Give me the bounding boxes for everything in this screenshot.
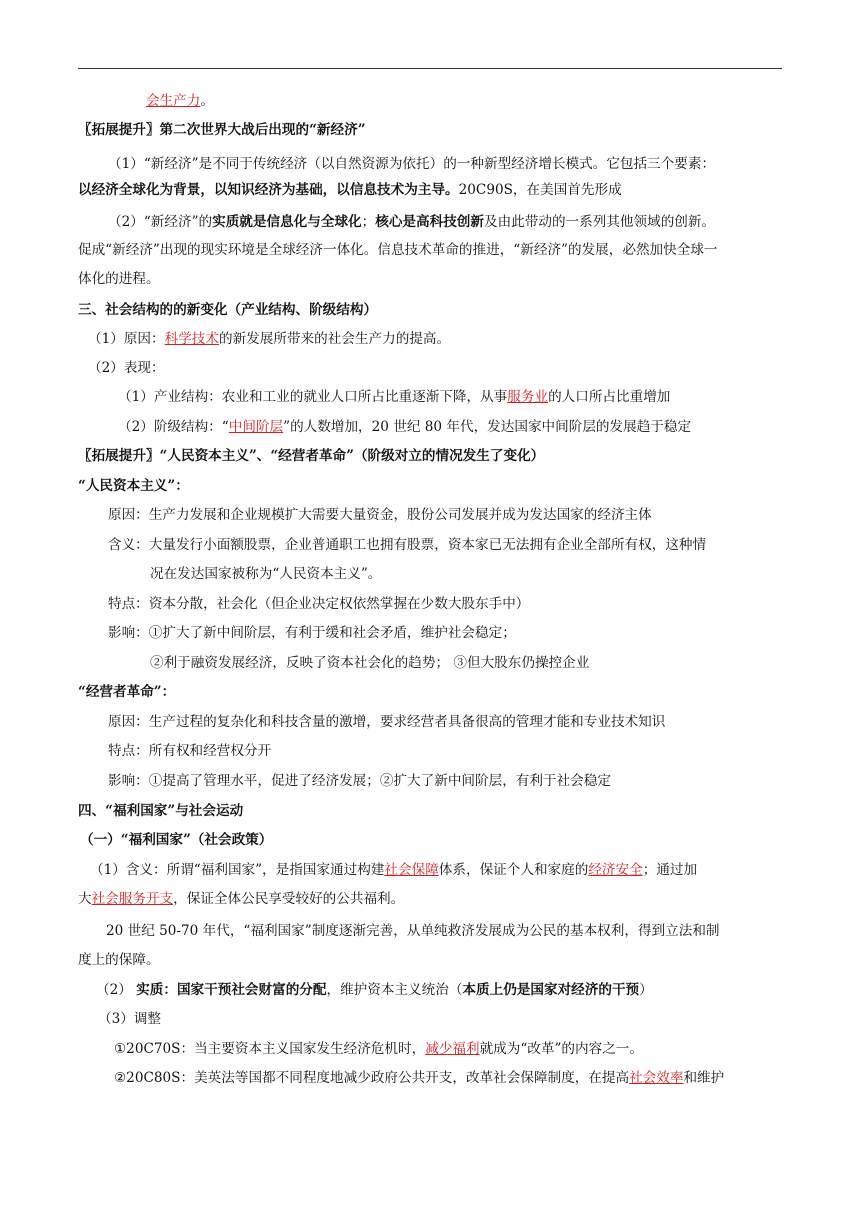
bold-text: “经营者革命”：	[78, 684, 176, 700]
text-segment: （1）“新经济”是不同于传统经济（以自然资源为依托）的一种新型经济增长模式。它包括三个要素：	[108, 156, 716, 172]
text-line	[114, 1039, 643, 1059]
text-segment: （2）“新经济”的	[108, 214, 213, 230]
highlighted-term: 科学技术	[164, 331, 219, 347]
text-line	[90, 860, 697, 880]
text-segment: 20 世纪 50-70 年代，“福利国家”制度逐渐完善，从单纯救济发展成为公民的基本权利，得到立法和制	[106, 923, 720, 939]
text-segment: 20C90S，在美国首先形成	[458, 182, 622, 198]
text-segment: ；通过加	[642, 862, 698, 878]
text-segment: ①20C70S：当主要资本主义国家发生经济危机时，	[114, 1041, 426, 1057]
text-segment: ）	[639, 982, 653, 998]
text-segment: ；	[361, 214, 376, 230]
text-segment: 原因：生产过程的复杂化和科技含量的激增，要求经营者具备很高的管理才能和专业技术知识	[108, 714, 666, 730]
text-line	[78, 269, 160, 289]
text-line	[114, 1068, 724, 1088]
text-line	[88, 358, 165, 378]
highlighted-term: 减少福利	[425, 1041, 480, 1057]
highlighted-term: 社会保障	[384, 862, 439, 878]
text-segment: 就成为“改革”的内容之一。	[479, 1041, 643, 1057]
text-segment: ，维护资本主义统治（	[326, 982, 463, 998]
text-line	[108, 535, 706, 555]
text-segment: 的人口所占比重增加	[548, 389, 671, 405]
text-line	[78, 682, 175, 702]
text-line	[108, 505, 652, 525]
highlighted-term: 中间阶层	[228, 419, 284, 435]
text-segment: 影响：①提高了管理水平，促进了经济发展；②扩大了新中间阶层，有利于社会稳定	[108, 773, 611, 789]
text-line	[78, 180, 622, 200]
text-segment: 特点：所有权和经营权分开	[108, 743, 272, 759]
text-segment: （1）产业结构：农业和工业的就业人口所占比重逐渐下降，从事	[118, 389, 508, 405]
bold-text: 〖拓展提升〗“人民资本主义”、“经营者革命”（阶级对立的情况发生了变化）	[78, 448, 545, 464]
text-line	[118, 417, 691, 437]
text-line	[118, 387, 670, 407]
text-line	[80, 830, 272, 850]
highlighted-term: 经济安全	[588, 862, 643, 878]
text-segment: 体系，保证个人和家庭的	[438, 862, 589, 878]
text-segment: 及由此带动的一系列其他领域的创新。	[484, 214, 716, 230]
text-segment: 原因：生产力发展和企业规模扩大需要大量资金，股份公司发展并成为发达国家的经济主体	[108, 507, 652, 523]
highlighted-term: 社会服务开支	[91, 891, 174, 907]
text-line	[150, 564, 381, 584]
text-segment: 含义：大量发行小面额股票，企业普通职工也拥有股票，资本家已无法拥有企业全部所有权，这种情	[108, 537, 707, 553]
text-line	[108, 594, 529, 614]
text-line	[150, 653, 589, 673]
text-segment: ②利于融资发展经济，反映了资本社会化的趋势； ③但大股东仍操控企业	[150, 655, 590, 671]
bold-text: 以经济全球化为背景，以知识经济为基础，以信息技术为主导。	[78, 182, 459, 198]
bold-text: 实质：国家干预社会财富的分配	[136, 982, 327, 998]
text-segment: （2）阶级结构：“	[118, 419, 229, 435]
highlighted-term: 社会效率	[629, 1070, 684, 1086]
text-line	[78, 120, 366, 140]
text-line	[78, 801, 243, 821]
header-rule	[78, 68, 782, 69]
text-segment: ②20C80S：美英法等国都不同程度地减少政府公共开支，改革社会保障制度，在提高	[114, 1070, 630, 1086]
bold-text: 本质上仍是国家对经济的干预	[462, 982, 640, 998]
text-segment: ，保证全体公民享受较好的公共福利。	[173, 891, 405, 907]
text-line	[78, 476, 189, 496]
text-line	[78, 240, 718, 260]
text-line	[106, 921, 720, 941]
text-segment: 特点：资本分散，社会化（但企业决定权依然掌握在少数大股东手中）	[108, 596, 530, 612]
text-line	[78, 950, 160, 970]
text-line	[96, 980, 653, 1000]
text-segment: 度上的保障。	[78, 952, 160, 968]
bold-text: 实质就是信息化与全球化	[212, 214, 362, 230]
text-segment: 影响：①扩大了新中间阶层，有利于缓和社会矛盾，维护社会稳定；	[108, 625, 516, 641]
text-segment: 。	[200, 93, 214, 109]
text-line	[108, 712, 665, 732]
text-segment: 体化的进程。	[78, 271, 160, 287]
text-segment: 大	[78, 891, 92, 907]
text-segment: 促成“新经济”出现的现实环境是全球经济一体化。信息技术革命的推进，“新经济”的发展，必然加快全球一	[78, 242, 718, 258]
text-line	[78, 300, 377, 320]
bold-text: （一）“福利国家”（社会政策）	[80, 832, 273, 848]
text-line	[108, 623, 516, 643]
bold-text: “人民资本主义”：	[78, 478, 189, 494]
text-line	[146, 91, 214, 111]
text-line	[108, 741, 271, 761]
text-segment: （2）	[96, 982, 137, 998]
text-segment: 的新发展所带来的社会生产力的提高。	[219, 331, 451, 347]
text-line	[108, 154, 715, 174]
text-line	[98, 1009, 161, 1029]
bold-text: 三、社会结构的的新变化（产业结构、阶级结构）	[78, 302, 378, 318]
text-line	[88, 329, 450, 349]
bold-text: 核心是高科技创新	[375, 214, 484, 230]
text-segment: （3）调整	[98, 1011, 162, 1027]
text-line	[108, 771, 611, 791]
text-segment: （1）含义：所谓“福利国家”，是指国家通过构建	[90, 862, 385, 878]
text-segment: ”的人数增加，20 世纪 80 年代，发达国家中间阶层的发展趋于稳定	[283, 419, 692, 435]
highlighted-term: 会生产力	[146, 93, 201, 109]
text-line	[78, 889, 404, 909]
text-line	[108, 212, 715, 232]
bold-text: 四、“福利国家”与社会运动	[78, 803, 244, 819]
text-segment: （2）表现：	[88, 360, 165, 376]
text-line	[78, 446, 544, 466]
bold-text: 〖拓展提升〗第二次世界大战后出现的“新经济”	[78, 122, 366, 138]
text-segment: （1）原因：	[88, 331, 165, 347]
text-segment: 况在发达国家被称为“人民资本主义”。	[150, 566, 382, 582]
text-segment: 和维护	[683, 1070, 725, 1086]
highlighted-term: 服务业	[507, 389, 549, 405]
